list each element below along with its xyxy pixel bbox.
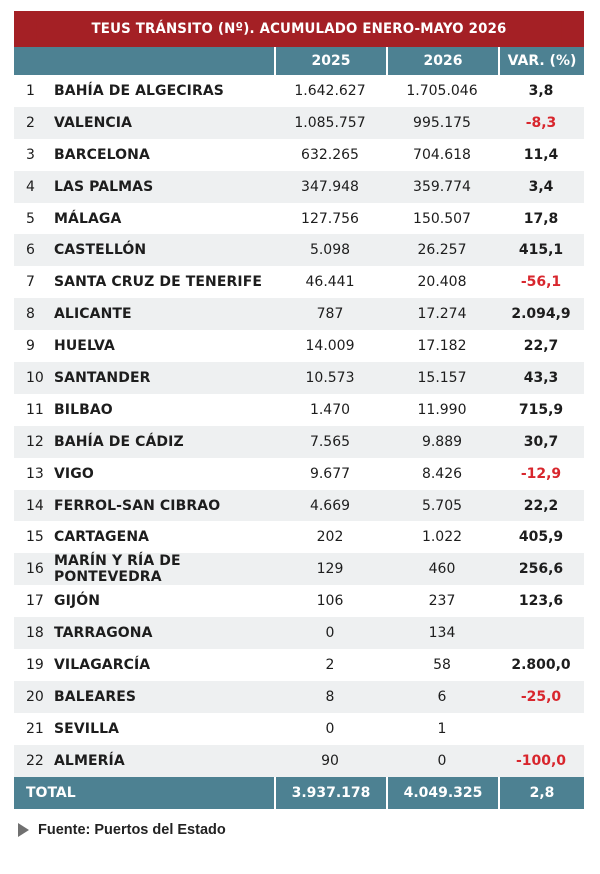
table-row — [14, 234, 584, 266]
value-2025-cell: 4.669 — [274, 490, 386, 522]
header-2026: 2026 — [386, 47, 498, 75]
value-2026-cell: 6 — [386, 681, 498, 713]
value-2025-cell: 632.265 — [274, 139, 386, 171]
port-name-cell: BAHÍA DE CÁDIZ — [54, 426, 274, 458]
value-2025-cell: 1.642.627 — [274, 75, 386, 107]
title-bar — [14, 11, 584, 47]
teus-table — [14, 47, 584, 809]
rank-cell: 3 — [14, 139, 54, 171]
rank-cell: 6 — [14, 234, 54, 266]
variation-cell: 11,4 — [498, 139, 584, 171]
value-2025-cell: 347.948 — [274, 171, 386, 203]
value-2026-cell: 20.408 — [386, 266, 498, 298]
table-row — [14, 75, 584, 107]
port-name-cell: ALICANTE — [54, 298, 274, 330]
variation-cell: 43,3 — [498, 362, 584, 394]
variation-cell: 22,7 — [498, 330, 584, 362]
table-row — [14, 458, 584, 490]
value-2025-cell: 202 — [274, 521, 386, 553]
value-2026-cell: 1.705.046 — [386, 75, 498, 107]
value-2025-cell: 787 — [274, 298, 386, 330]
source-note — [18, 822, 226, 838]
value-2026-cell: 150.507 — [386, 203, 498, 235]
rank-cell: 9 — [14, 330, 54, 362]
variation-cell: -12,9 — [498, 458, 584, 490]
port-name-cell: MARÍN Y RÍA DE PONTEVEDRA — [54, 553, 274, 585]
header-rank-cell — [14, 47, 54, 75]
port-name-cell: CASTELLÓN — [54, 234, 274, 266]
port-name-cell: BAHÍA DE ALGECIRAS — [54, 75, 274, 107]
value-2026-cell: 58 — [386, 649, 498, 681]
value-2025-cell: 106 — [274, 585, 386, 617]
rank-cell: 8 — [14, 298, 54, 330]
table-row — [14, 266, 584, 298]
port-name-cell: MÁLAGA — [54, 203, 274, 235]
value-2026-cell: 359.774 — [386, 171, 498, 203]
rank-cell: 10 — [14, 362, 54, 394]
value-2026-cell: 11.990 — [386, 394, 498, 426]
value-2025-cell: 10.573 — [274, 362, 386, 394]
port-name-cell: SANTANDER — [54, 362, 274, 394]
rank-cell: 14 — [14, 490, 54, 522]
rank-cell: 13 — [14, 458, 54, 490]
value-2026-cell: 460 — [386, 553, 498, 585]
table-header — [14, 47, 584, 75]
table-row — [14, 171, 584, 203]
variation-cell: 715,9 — [498, 394, 584, 426]
value-2025-cell: 1.470 — [274, 394, 386, 426]
rank-cell: 17 — [14, 585, 54, 617]
port-name-cell: SANTA CRUZ DE TENERIFE — [54, 266, 274, 298]
rank-cell: 20 — [14, 681, 54, 713]
variation-cell: 30,7 — [498, 426, 584, 458]
value-2025-cell: 7.565 — [274, 426, 386, 458]
variation-cell: 2.094,9 — [498, 298, 584, 330]
table-row — [14, 362, 584, 394]
variation-cell: 3,4 — [498, 171, 584, 203]
source-text: Fuente: Puertos del Estado — [38, 822, 226, 838]
rank-cell: 16 — [14, 553, 54, 585]
rank-cell: 7 — [14, 266, 54, 298]
rank-cell: 11 — [14, 394, 54, 426]
variation-cell: 415,1 — [498, 234, 584, 266]
value-2025-cell: 46.441 — [274, 266, 386, 298]
rank-cell: 15 — [14, 521, 54, 553]
variation-cell: -8,3 — [498, 107, 584, 139]
port-name-cell: FERROL-SAN CIBRAO — [54, 490, 274, 522]
table-body — [14, 75, 584, 777]
table-row — [14, 490, 584, 522]
rank-cell: 4 — [14, 171, 54, 203]
value-2026-cell: 1.022 — [386, 521, 498, 553]
port-name-cell: VIGO — [54, 458, 274, 490]
value-2026-cell: 9.889 — [386, 426, 498, 458]
value-2026-cell: 17.182 — [386, 330, 498, 362]
value-2026-cell: 5.705 — [386, 490, 498, 522]
variation-cell: 17,8 — [498, 203, 584, 235]
variation-cell — [498, 617, 584, 649]
value-2026-cell: 1 — [386, 713, 498, 745]
value-2025-cell: 2 — [274, 649, 386, 681]
value-2025-cell: 1.085.757 — [274, 107, 386, 139]
rank-cell: 19 — [14, 649, 54, 681]
value-2026-cell: 237 — [386, 585, 498, 617]
table-row — [14, 617, 584, 649]
value-2025-cell: 90 — [274, 745, 386, 777]
table-row — [14, 107, 584, 139]
port-name-cell: HUELVA — [54, 330, 274, 362]
port-name-cell: BALEARES — [54, 681, 274, 713]
table-row — [14, 713, 584, 745]
port-name-cell: LAS PALMAS — [54, 171, 274, 203]
total-label: TOTAL — [14, 777, 274, 809]
value-2025-cell: 127.756 — [274, 203, 386, 235]
variation-cell: 123,6 — [498, 585, 584, 617]
rank-cell: 12 — [14, 426, 54, 458]
variation-cell: 256,6 — [498, 553, 584, 585]
variation-cell: -25,0 — [498, 681, 584, 713]
table-row — [14, 681, 584, 713]
value-2026-cell: 995.175 — [386, 107, 498, 139]
variation-cell: 2.800,0 — [498, 649, 584, 681]
port-name-cell: CARTAGENA — [54, 521, 274, 553]
port-name-cell: BARCELONA — [54, 139, 274, 171]
header-var: VAR. (%) — [498, 47, 584, 75]
value-2025-cell: 14.009 — [274, 330, 386, 362]
table-row — [14, 139, 584, 171]
table-row — [14, 426, 584, 458]
teus-table-graphic — [14, 11, 584, 809]
total-2026: 4.049.325 — [386, 777, 498, 809]
total-row — [14, 777, 584, 809]
port-name-cell: SEVILLA — [54, 713, 274, 745]
rank-cell: 21 — [14, 713, 54, 745]
table-row — [14, 330, 584, 362]
port-name-cell: ALMERÍA — [54, 745, 274, 777]
port-name-cell: TARRAGONA — [54, 617, 274, 649]
header-port-cell — [54, 47, 274, 75]
table-row — [14, 745, 584, 777]
total-var: 2,8 — [498, 777, 584, 809]
value-2026-cell: 15.157 — [386, 362, 498, 394]
table-row — [14, 553, 584, 585]
table-row — [14, 585, 584, 617]
rank-cell: 2 — [14, 107, 54, 139]
port-name-cell: VALENCIA — [54, 107, 274, 139]
value-2025-cell: 8 — [274, 681, 386, 713]
header-2025: 2025 — [274, 47, 386, 75]
table-row — [14, 394, 584, 426]
rank-cell: 5 — [14, 203, 54, 235]
value-2026-cell: 8.426 — [386, 458, 498, 490]
variation-cell: -100,0 — [498, 745, 584, 777]
triangle-right-icon — [18, 823, 29, 837]
rank-cell: 18 — [14, 617, 54, 649]
variation-cell: -56,1 — [498, 266, 584, 298]
value-2026-cell: 17.274 — [386, 298, 498, 330]
value-2025-cell: 129 — [274, 553, 386, 585]
variation-cell: 405,9 — [498, 521, 584, 553]
variation-cell — [498, 713, 584, 745]
port-name-cell: VILAGARCÍA — [54, 649, 274, 681]
rank-cell: 22 — [14, 745, 54, 777]
port-name-cell: GIJÓN — [54, 585, 274, 617]
value-2026-cell: 134 — [386, 617, 498, 649]
table-row — [14, 203, 584, 235]
rank-cell: 1 — [14, 75, 54, 107]
table-title: TEUS TRÁNSITO (Nº). ACUMULADO ENERO-MAYO 2026 — [37, 11, 561, 47]
table-row — [14, 298, 584, 330]
table-footer — [14, 777, 584, 809]
variation-cell: 22,2 — [498, 490, 584, 522]
table-row — [14, 649, 584, 681]
value-2026-cell: 704.618 — [386, 139, 498, 171]
value-2025-cell: 9.677 — [274, 458, 386, 490]
total-2025: 3.937.178 — [274, 777, 386, 809]
variation-cell: 3,8 — [498, 75, 584, 107]
value-2025-cell: 0 — [274, 713, 386, 745]
value-2026-cell: 26.257 — [386, 234, 498, 266]
port-name-cell: BILBAO — [54, 394, 274, 426]
value-2026-cell: 0 — [386, 745, 498, 777]
value-2025-cell: 0 — [274, 617, 386, 649]
table-row — [14, 521, 584, 553]
value-2025-cell: 5.098 — [274, 234, 386, 266]
